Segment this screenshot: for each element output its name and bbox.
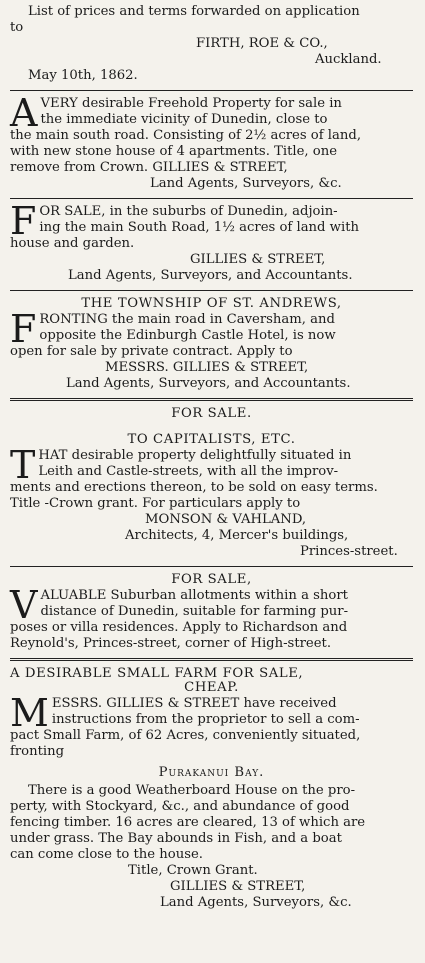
- ad-text-line: under grass. The Bay abounds in Fish, and a boat: [10, 831, 342, 846]
- advertiser-title: Land Agents, Surveyors, and Accountants.: [68, 268, 353, 283]
- divider: [10, 658, 413, 661]
- divider: [10, 198, 413, 199]
- advertiser-name: MESSRS. GILLIES & STREET,: [105, 360, 309, 375]
- ad-place-name: Purakanui Bay.: [158, 765, 265, 780]
- advertisement-firth-roe: [10, 2, 413, 88]
- ad-text-line: ments and erections thereon, to be sold on easy terms.: [10, 480, 378, 495]
- ad-text-line: with new stone house of 4 apartments. Title, one: [10, 144, 338, 159]
- ad-text-line: ALUABLE Suburban allotments within a short: [40, 588, 348, 603]
- ad-text-line: There is a good Weatherboard House on the pro-: [28, 783, 356, 798]
- drop-cap: A: [10, 91, 38, 135]
- drop-cap: F: [10, 307, 37, 351]
- advertiser-title: Land Agents, Surveyors, &c.: [150, 176, 342, 191]
- ad-text-line: Title -Crown grant. For particulars apply to: [10, 496, 301, 511]
- ad-heading: FOR SALE,: [171, 572, 252, 587]
- ad-text-line: ing the main South Road, 1½ acres of land with: [39, 220, 359, 235]
- drop-cap: M: [10, 691, 49, 735]
- ad-text-line: OR SALE, in the suburbs of Dunedin, adjoin-: [39, 204, 338, 219]
- ad-text-line: perty, with Stockyard, &c., and abundance of good: [10, 799, 350, 814]
- advertisement-capitalists: [10, 404, 413, 564]
- ad-heading: THE TOWNSHIP OF ST. ANDREWS,: [81, 296, 342, 311]
- divider: [10, 398, 413, 401]
- ad-text-line: house and garden.: [10, 236, 135, 251]
- drop-cap: V: [10, 583, 38, 627]
- advertiser-name: GILLIES & STREET,: [170, 879, 306, 894]
- advertiser-location: Auckland.: [315, 52, 382, 67]
- advertisement-small-farm: [10, 664, 413, 915]
- advertiser-name: MONSON & VAHLAND,: [145, 512, 307, 527]
- advertiser-title: Land Agents, Surveyors, and Accountants.: [66, 376, 351, 391]
- ad-text-line: List of prices and terms forwarded on application: [28, 4, 360, 19]
- advertiser-title: Land Agents, Surveyors, &c.: [160, 895, 352, 910]
- advertisement-suburban-allotments: [10, 570, 413, 656]
- advertiser-name: GILLIES & STREET,: [190, 252, 326, 267]
- drop-cap: F: [10, 199, 37, 243]
- ad-text-line: the main south road. Consisting of 2½ acres of land,: [10, 128, 362, 143]
- ad-text-line: to: [10, 20, 24, 35]
- ad-subheading: CHEAP.: [184, 680, 239, 695]
- ad-text-line: remove from Crown. GILLIES & STREET,: [10, 160, 288, 175]
- ad-text-line: open for sale by private contract. Apply to: [10, 344, 293, 359]
- ad-text-line: pact Small Farm, of 62 Acres, conveniently situated,: [10, 728, 361, 743]
- ad-text-line: ESSRS. GILLIES & STREET have received: [51, 696, 337, 711]
- ad-text-line: the immediate vicinity of Dunedin, close to: [40, 112, 328, 127]
- ad-heading: FOR SALE.: [171, 406, 252, 421]
- ad-heading: A DESIRABLE SMALL FARM FOR SALE,: [10, 666, 304, 681]
- ad-text-line: HAT desirable property delightfully situated in: [38, 448, 352, 463]
- ad-subheading: TO CAPITALISTS, ETC.: [127, 432, 296, 447]
- ad-text-line: RONTING the main road in Caversham, and: [39, 312, 335, 327]
- ad-text-line: opposite the Edinburgh Castle Hotel, is now: [39, 328, 336, 343]
- ad-text-line: instructions from the proprietor to sell a com-: [51, 712, 360, 727]
- ad-text-line: Leith and Castle-streets, with all the improv-: [38, 464, 339, 479]
- advertisement-for-sale-suburbs: [10, 199, 413, 288]
- ad-text-line: can come close to the house.: [10, 847, 203, 862]
- ad-text-line: distance of Dunedin, suitable for farming pur-: [40, 604, 349, 619]
- ad-text-line: Reynold's, Princes-street, corner of High-street.: [10, 636, 332, 651]
- ad-date: May 10th, 1862.: [28, 68, 138, 83]
- ad-text-line: poses or villa residences. Apply to Richardson and: [10, 620, 348, 635]
- ad-text-line: Title, Crown Grant.: [128, 863, 258, 878]
- advertiser-name: FIRTH, ROE & CO.,: [196, 36, 328, 51]
- drop-cap: T: [10, 443, 36, 487]
- advertisement-st-andrews: [10, 294, 413, 396]
- advertisement-freehold-property: [10, 91, 413, 196]
- divider: [10, 290, 413, 291]
- advertiser-address: Architects, 4, Mercer's buildings,: [125, 528, 349, 543]
- divider: [10, 566, 413, 567]
- ad-text-line: fronting: [10, 744, 65, 759]
- ad-text-line: fencing timber. 16 acres are cleared, 13 of which are: [10, 815, 366, 830]
- ad-text-line: VERY desirable Freehold Property for sale in: [40, 96, 342, 111]
- advertiser-address: Princes-street.: [300, 544, 398, 559]
- divider: [10, 90, 413, 91]
